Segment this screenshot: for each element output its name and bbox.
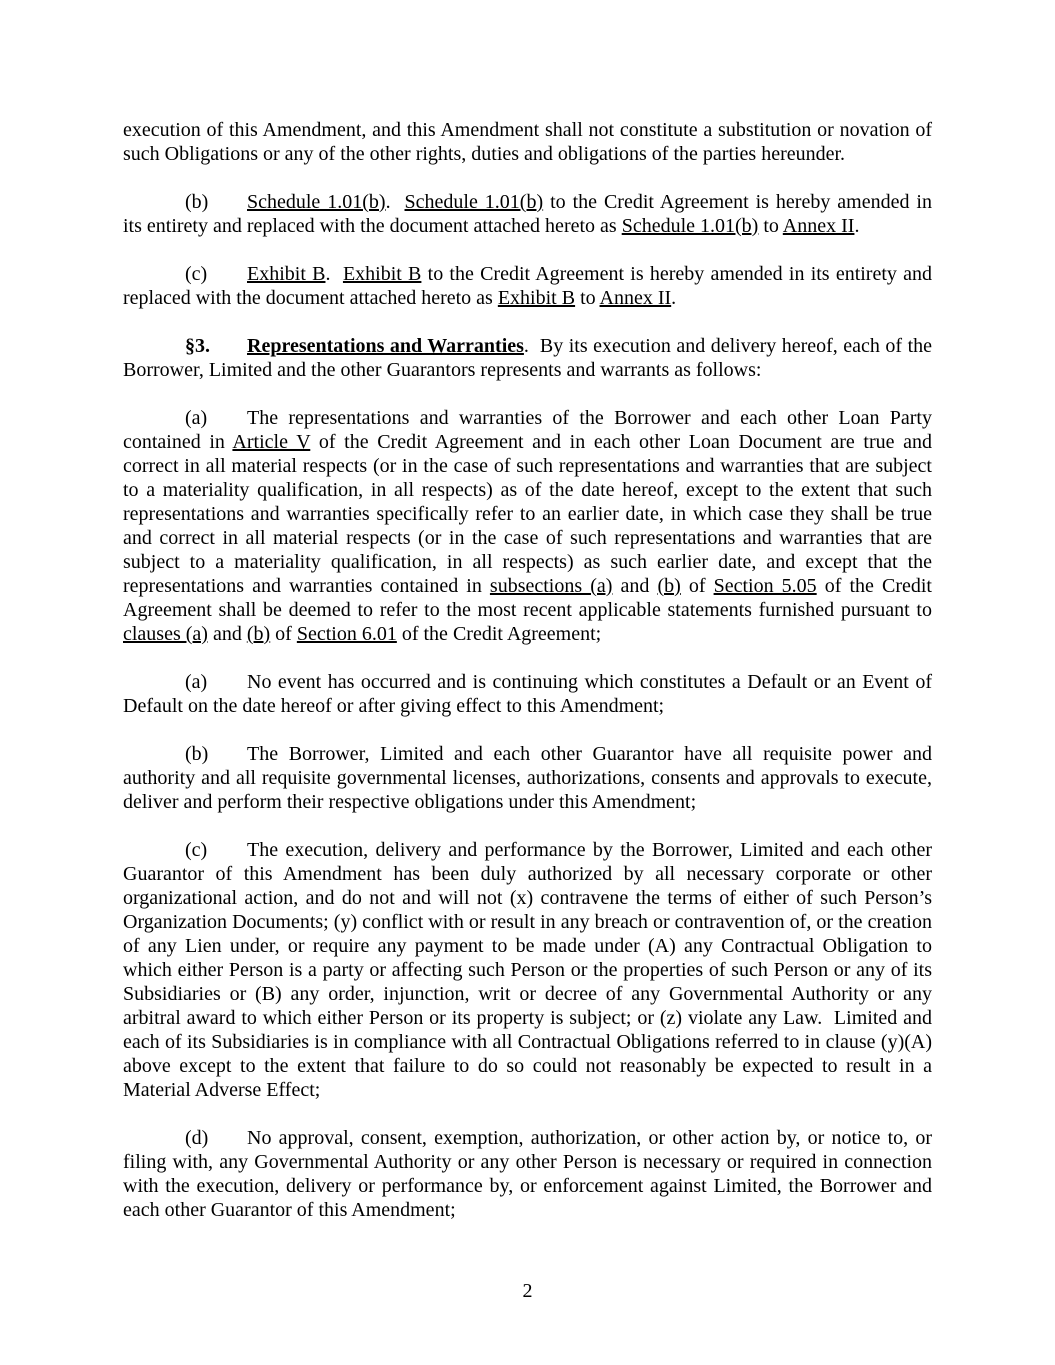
paragraph-marker: (a)	[185, 671, 208, 693]
text-run: (b)	[657, 575, 681, 597]
text-run: Exhibit B	[497, 287, 576, 309]
paragraph-marker: (d)	[185, 1127, 209, 1149]
text-run: and	[207, 623, 247, 645]
paragraph	[123, 190, 932, 238]
paragraph-marker: §3.	[185, 335, 210, 357]
text-run: .	[671, 287, 677, 309]
text-run: to	[575, 287, 600, 309]
paragraph	[123, 838, 932, 1102]
text-run: Annex II	[782, 215, 855, 237]
text-run: of the Credit Agreement and in each other Loan Document are true and correct in all material respects (or in the case of such representations and warranties that are subject to a materiality qualification, in all respects) as of the date hereof, except to the extent that such representations and warranties specifically refer to an earlier date, in which case they shall be true and correct in all material respects (or in the case of such representations and warranties that are subject to a materiality qualification, in all respects) as such earlier date, and except that the representations and warranties contained in	[123, 431, 932, 597]
text-run: Representations and Warranties	[247, 335, 524, 357]
text-run: Schedule 1.01(b)	[621, 215, 759, 237]
text-run: to the Credit Agreement is hereby amended in its entirety and replaced with the document attached hereto as	[123, 263, 933, 309]
paragraph	[123, 742, 932, 814]
text-run: Article V	[232, 431, 311, 453]
paragraph-marker: (c)	[185, 263, 208, 285]
text-run: of	[680, 575, 714, 597]
text-run: Section 6.01	[296, 623, 397, 645]
page-footer	[0, 1279, 1055, 1303]
text-run: The representations and warranties of the Borrower and each other Loan Party contained in	[123, 407, 932, 453]
paragraph	[123, 670, 932, 718]
paragraph	[123, 334, 932, 382]
paragraph-marker: (c)	[185, 839, 208, 861]
page-number: 2	[522, 1280, 533, 1302]
text-run: Annex II	[599, 287, 672, 309]
text-run: .	[385, 191, 405, 213]
text-run: of the Credit Agreement;	[396, 623, 602, 645]
paragraph	[123, 118, 932, 166]
text-run: Exhibit B	[342, 263, 422, 285]
text-run: execution of this Amendment, and this Amendment shall not constitute a substitution or novation of such Obligations or any of the other rights, duties and obligations of the parties hereunder.	[123, 119, 932, 165]
paragraph-marker: (a)	[185, 407, 208, 429]
text-run: . By its execution and delivery hereof, each of the Borrower, Limited and the other Guarantors represents and warrants as follows:	[123, 335, 933, 381]
document-body	[123, 118, 932, 1222]
text-run: subsections (a)	[489, 575, 613, 597]
paragraph-marker: (b)	[185, 191, 209, 213]
text-run: (b)	[246, 623, 271, 645]
paragraph	[123, 406, 932, 646]
text-run: .	[854, 215, 860, 237]
text-run: Schedule 1.01(b)	[404, 191, 544, 213]
text-run: and	[612, 575, 658, 597]
text-run: Schedule 1.01(b)	[247, 191, 386, 213]
paragraph	[123, 1126, 932, 1222]
paragraph	[123, 262, 932, 310]
text-run: No approval, consent, exemption, authorization, or other action by, or notice to, or filing with, any Governmental Authority or any other Person is necessary or required in connection with the execution, delivery or performance by, or enforcement against Limited, the Borrower and each other Guarantor of this Amendment;	[123, 1127, 932, 1221]
text-run: The execution, delivery and performance by the Borrower, Limited and each other Guarantor of this Amendment has been duly authorized by all necessary corporate or other organizational action, and do not and will not (x) contravene the terms of either of such Person’s Organization Documents; (y) conflict with or result in any breach or contravention of, or the creation of any Lien under, or require any payment to be made under (A) any Contractual Obligation to which either Person is a party or affecting such Person or the properties of such Person or any of its Subsidiaries or (B) any order, injunction, writ or decree of any Governmental Authority or any arbitral award to which either Person or its property is subject; or (z) violate any Law. Limited and each of its Subsidiaries is in compliance with all Contractual Obligations referred to in clause (y)(A) above except to the extent that failure to do so could not reasonably be expected to result in a Material Adverse Effect;	[123, 839, 932, 1101]
paragraph-marker: (b)	[185, 743, 209, 765]
text-run: Exhibit B	[247, 263, 326, 285]
text-run: No event has occurred and is continuing which constitutes a Default or an Event of Default on the date hereof or after giving effect to this Amendment;	[123, 671, 932, 717]
text-run: of	[270, 623, 297, 645]
text-run: of the Credit Agreement shall be deemed to refer to the most recent applicable statements furnished pursuant to	[123, 575, 932, 621]
text-run: Section 5.05	[713, 575, 817, 597]
text-run: .	[325, 263, 343, 285]
text-run: to	[758, 215, 783, 237]
text-run: The Borrower, Limited and each other Guarantor have all requisite power and authority and all requisite governmental licenses, authorizations, consents and approvals to execute, deliver and perform their respective obligations under this Amendment;	[123, 743, 932, 813]
text-run: clauses (a)	[123, 623, 208, 645]
text-run: to the Credit Agreement is hereby amended in its entirety and replaced with the document attached hereto as	[123, 191, 932, 237]
